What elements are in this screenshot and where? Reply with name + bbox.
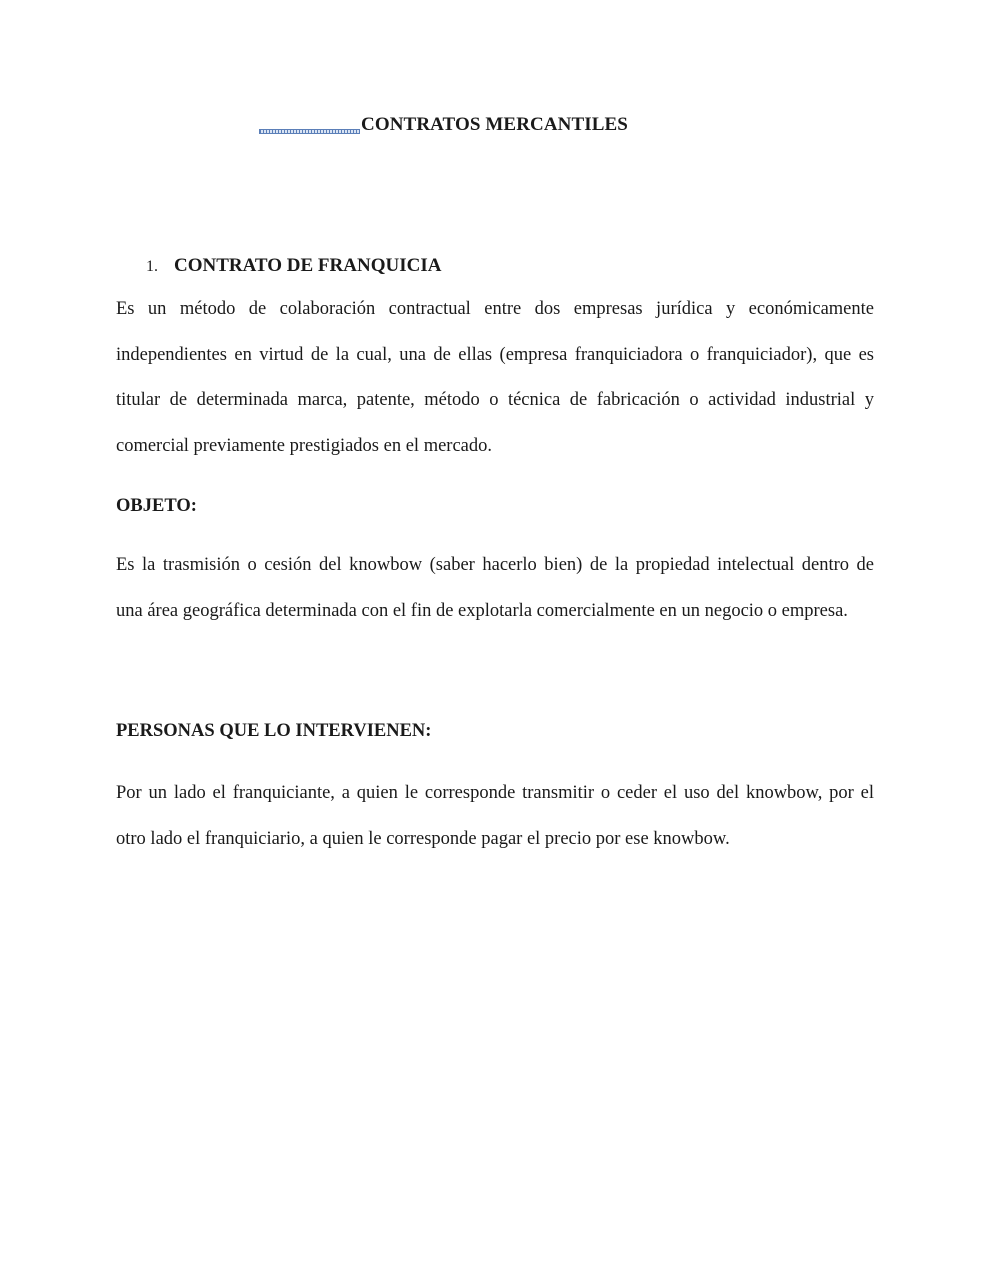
paragraph-line: Es un método de colaboración contractual entre dos empresas jurídica y económicamente <box>116 299 874 319</box>
title-row <box>0 114 989 136</box>
personas-paragraph <box>116 771 874 862</box>
paragraph-line: independientes en virtud de la cual, una de ellas (empresa franquiciadora o franquiciador), que es <box>116 344 874 365</box>
section-1-title: CONTRATO DE FRANQUICIA <box>174 255 442 276</box>
personas-heading: PERSONAS QUE LO INTERVIENEN: <box>116 721 432 741</box>
paragraph-line: Es la trasmisión o cesión del knowbow (saber hacerlo bien) de la propiedad intelectual dentro de <box>116 555 874 575</box>
objeto-paragraph <box>116 543 874 634</box>
paragraph-line: titular de determinada marca, patente, método o técnica de fabricación o actividad industrial y <box>116 390 874 410</box>
title-wrap <box>361 114 628 136</box>
section-1-paragraph <box>116 287 874 469</box>
document-title: CONTRATOS MERCANTILES <box>361 114 628 135</box>
section-1-heading <box>146 255 441 277</box>
paragraph-line: otro lado el franquiciario, a quien le corresponde pagar el precio por ese knowbow. <box>116 828 730 849</box>
bookmark-marker-icon <box>259 129 360 134</box>
paragraph-line: comercial previamente prestigiados en el mercado. <box>116 435 492 456</box>
paragraph-line: Por un lado el franquiciante, a quien le corresponde transmitir o ceder el uso del knowbow, por el <box>116 783 874 803</box>
paragraph-line: una área geográfica determinada con el fin de explotarla comercialmente en un negocio o empresa. <box>116 600 848 621</box>
objeto-heading: OBJETO: <box>116 496 197 516</box>
section-1-number: 1. <box>146 258 158 275</box>
